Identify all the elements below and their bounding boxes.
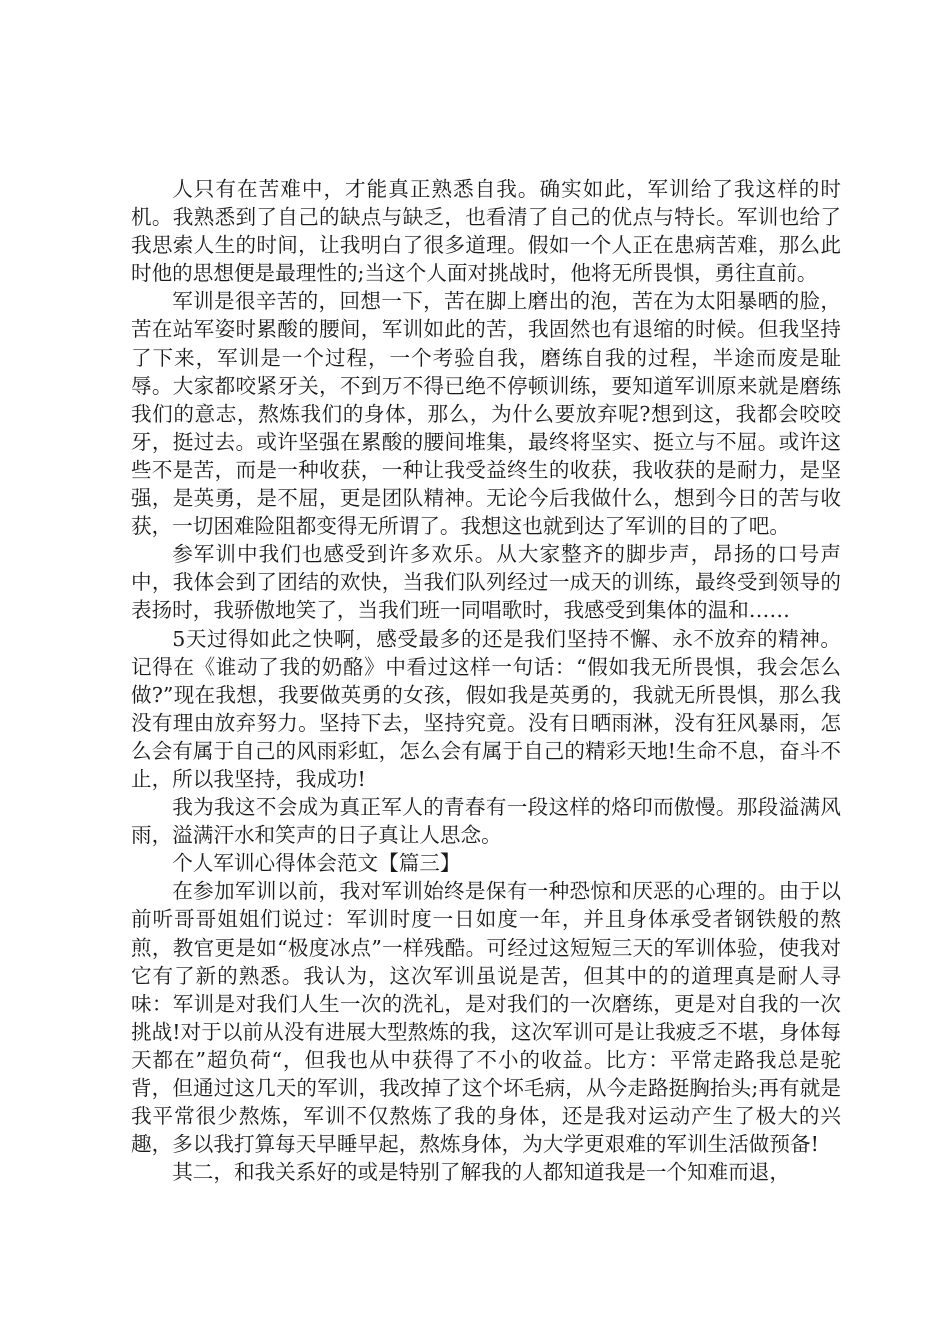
paragraph-4: 5天过得如此之快啊，感受最多的还是我们坚持不懈、永不放弃的精神。记得在《谁动了我的奶酪》中看过这样一句话：“假如我无所畏惧，我会怎么做?”现在我想，我要做英勇的女孩，假如我是英勇的，我就无所畏惧，那么我没有理由放弃努力。坚持下去，坚持究竟。没有日晒雨淋，没有狂风暴雨，怎么会有属于自己的风雨彩虹，怎么会有属于自己的精彩天地!生命不息，奋斗不止，所以我坚持，我成功! <box>131 626 841 791</box>
section-heading: 个人军训心得体会范文【篇三】 <box>172 851 461 876</box>
paragraph-1: 人只有在苦难中，才能真正熟悉自我。确实如此，军训给了我这样的时机。我熟悉到了自己的缺点与缺乏，也看清了自己的优点与特长。军训也给了我思索人生的时间，让我明白了很多道理。假如一个人正在患病苦难，那么此时他的思想便是最理性的;当这个人面对挑战时，他将无所畏惧，勇往直前。 <box>131 177 841 286</box>
document-body <box>131 175 841 1186</box>
paragraph-7: 其二，和我关系好的或是特别了解我的人都知道我是一个知难而退， <box>172 1160 790 1185</box>
paragraph-6: 在参加军训以前，我对军训始终是保有一种恐惊和厌恶的心理的。由于以前听哥哥姐姐们说过：军训时度一日如度一年，并且身体承受者钢铁般的熬煎，教官更是如“极度冰点”一样残酷。可经过这短短三天的军训体验，使我对它有了新的熟悉。我认为，这次军训虽说是苦，但其中的的道理真是耐人寻味：军训是对我们人生一次的洗礼，是对我们的一次磨练，更是对自我的一次挑战!对于以前从没有进展大型熬炼的我，这次军训可是让我疲乏不堪，身体每天都在”超负荷“，但我也从中获得了不小的收益。比方：平常走路我总是驼背，但通过这几天的军训，我改掉了这个坏毛病，从今走路挺胸抬头;再有就是我平常很少熬炼，军训不仅熬炼了我的身体，还是我对运动产生了极大的兴趣，多以我打算每天早睡早起，熬炼身体，为大学更艰难的军训生活做预备! <box>131 879 841 1157</box>
paragraph-2: 军训是很辛苦的，回想一下，苦在脚上磨出的泡，苦在为太阳暴晒的脸，苦在站军姿时累酸的腰间，军训如此的苦，我固然也有退缩的时候。但我坚持了下来，军训是一个过程，一个考验自我，磨练自我的过程，半途而废是耻辱。大家都咬紧牙关，不到万不得已绝不停顿训练，要知道军训原来就是磨练我们的意志，熬炼我们的身体，那么，为什么要放弃呢?想到这，我都会咬咬牙，挺过去。或许坚强在累酸的腰间堆集，最终将坚实、挺立与不屈。或许这些不是苦，而是一种收获，一种让我受益终生的收获，我收获的是耐力，是坚强，是英勇，是不屈，更是团队精神。无论今后我做什么，想到今日的苦与收获，一切困难险阻都变得无所谓了。我想这也就到达了军训的目的了吧。 <box>131 289 841 539</box>
paragraph-3: 参军训中我们也感受到许多欢乐。从大家整齐的脚步声，昂扬的口号声中，我体会到了团结的欢快，当我们队列经过一成天的训练，最终受到领导的表扬时，我骄傲地笑了，当我们班一同唱歌时，我感受到集体的温和…… <box>131 542 841 623</box>
paragraph-5: 我为我这不会成为真正军人的青春有一段这样的烙印而傲慢。那段溢满风雨，溢满汗水和笑声的日子真让人思念。 <box>131 795 841 848</box>
